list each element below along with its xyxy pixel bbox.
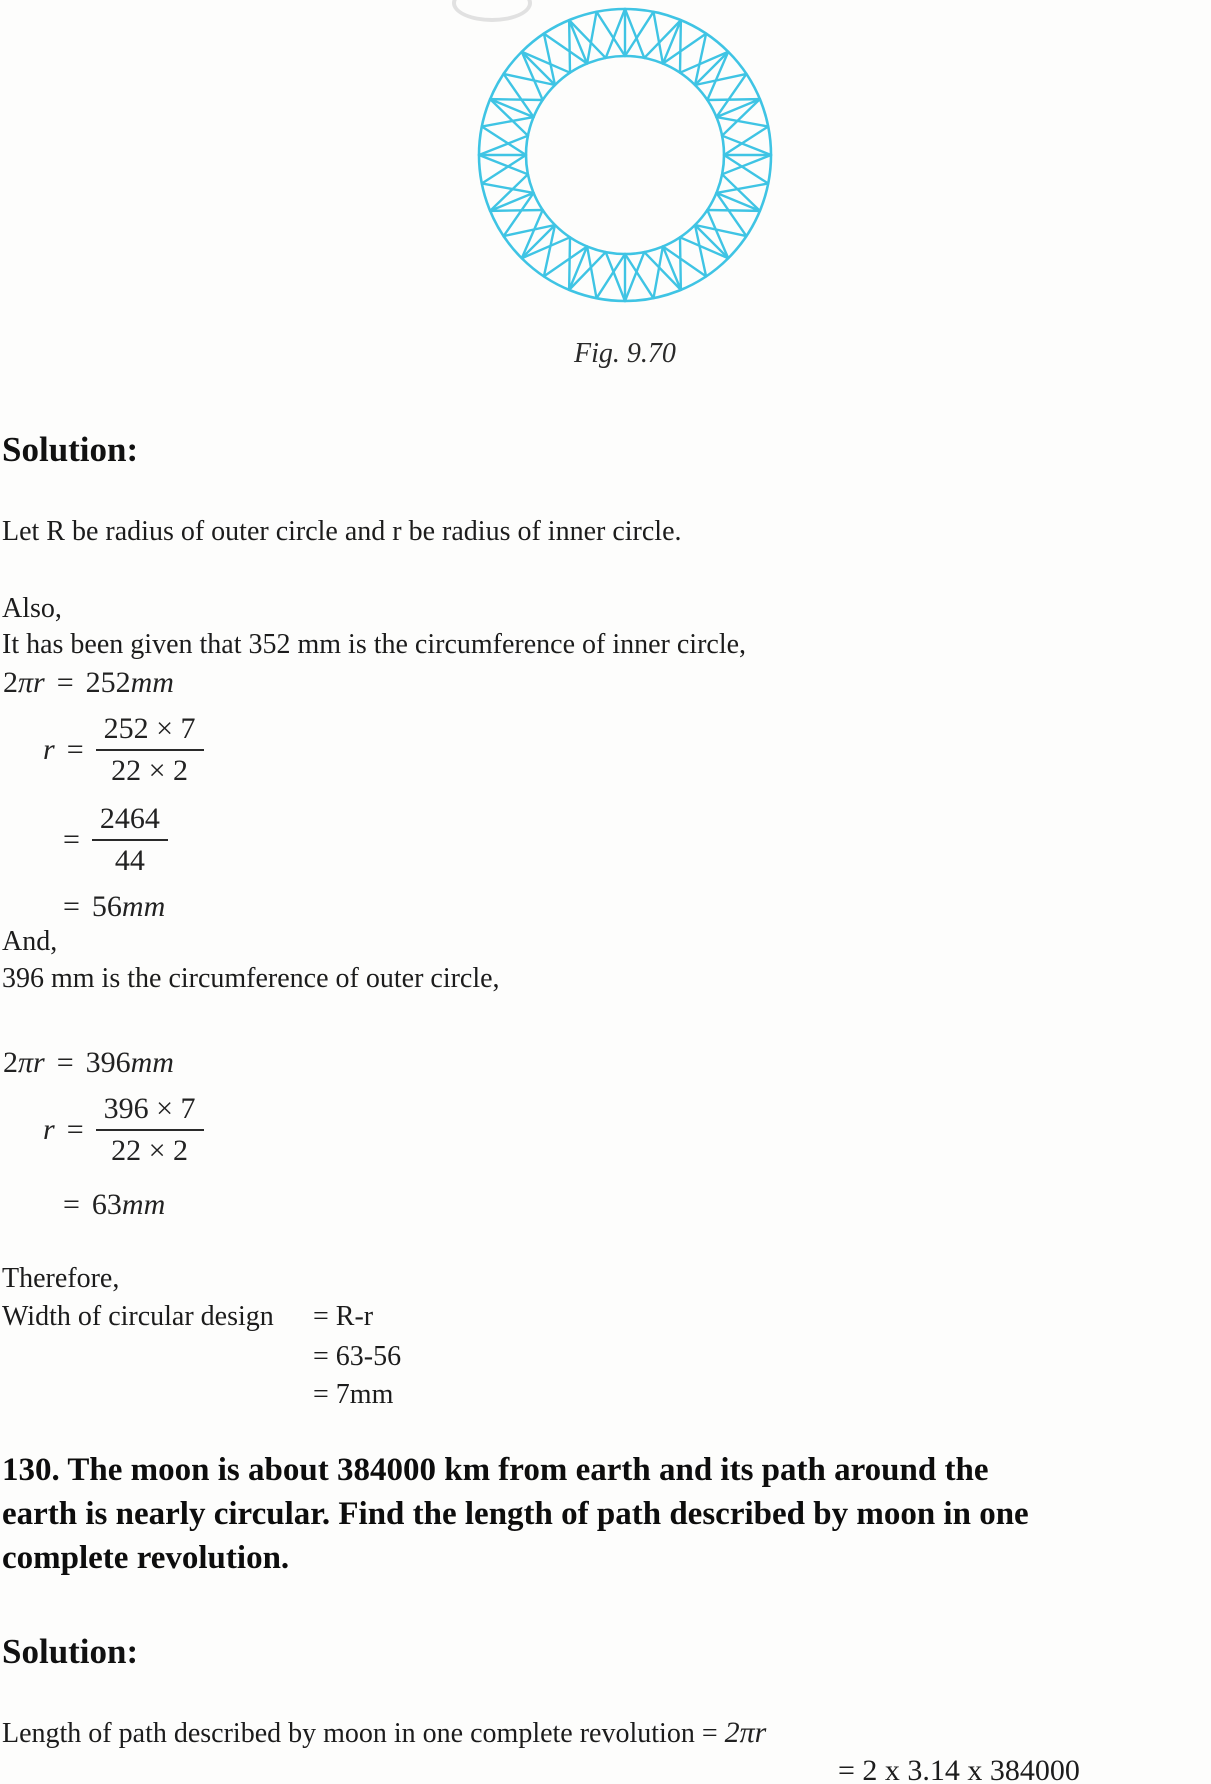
- circular-design-figure: [470, 0, 780, 310]
- math-unit: mm: [130, 666, 174, 699]
- equals-sign: =: [66, 1113, 84, 1146]
- fraction: [92, 802, 168, 878]
- math-variable-r: r: [43, 1113, 55, 1146]
- equation-inner-circumference: [3, 666, 174, 700]
- fraction: [96, 1092, 204, 1168]
- equation-inner-fraction: [43, 712, 204, 788]
- solution-heading-1: Solution:: [2, 430, 139, 469]
- math-2pir: 2πr: [724, 1716, 767, 1749]
- equation-inner-fraction-2: [63, 802, 168, 878]
- equals-sign: =: [56, 1046, 74, 1079]
- equation-outer-result: [63, 1188, 165, 1222]
- and-line: And,: [2, 926, 58, 957]
- math-value: 396: [85, 1046, 131, 1079]
- math-unit: mm: [121, 890, 166, 923]
- equals-sign: =: [56, 666, 74, 699]
- equals-sign: =: [63, 823, 80, 856]
- width-label: Width of circular design: [2, 1301, 274, 1332]
- math-value: 56: [91, 890, 122, 923]
- equation-outer-fraction: [43, 1092, 204, 1168]
- math-unit: mm: [130, 1046, 174, 1079]
- math-unit: mm: [121, 1188, 166, 1221]
- fraction-denominator: 44: [114, 844, 145, 877]
- solution-heading-2: Solution:: [2, 1632, 139, 1671]
- equals-sign: =: [63, 890, 80, 923]
- width-equation-3: = 7mm: [313, 1379, 394, 1410]
- fraction-denominator: 22 × 2: [111, 1134, 189, 1167]
- math-value: 63: [91, 1188, 122, 1221]
- fraction-numerator: 396 × 7: [96, 1092, 204, 1131]
- question-line: 130. The moon is about 384000 km from earth and its path around the: [2, 1452, 989, 1488]
- math-variables: πr: [18, 666, 45, 699]
- fraction-denominator: 22 × 2: [111, 754, 189, 787]
- question-line: earth is nearly circular. Find the length of path described by moon in one: [2, 1496, 1029, 1532]
- moon-path-line: [2, 1716, 766, 1751]
- width-equation-1: = R-r: [313, 1301, 374, 1332]
- equals-sign: =: [66, 733, 84, 766]
- question-line: complete revolution.: [2, 1540, 290, 1576]
- equals-sign: =: [63, 1188, 80, 1221]
- math-variable-r: r: [43, 733, 55, 766]
- given-inner-line: It has been given that 352 mm is the circumference of inner circle,: [2, 629, 747, 660]
- intro-line: Let R be radius of outer circle and r be radius of inner circle.: [2, 516, 682, 547]
- math-value: 252: [85, 666, 131, 699]
- therefore-line: Therefore,: [2, 1263, 120, 1294]
- math-coefficient: 2: [3, 1046, 18, 1079]
- given-outer-line: 396 mm is the circumference of outer circle,: [2, 963, 500, 994]
- also-line: Also,: [2, 593, 62, 624]
- math-coefficient: 2: [3, 666, 18, 699]
- figure-caption: Fig. 9.70: [574, 338, 676, 369]
- moon-path-calculation: = 2 x 3.14 x 384000: [838, 1754, 1080, 1784]
- equation-inner-result: [63, 890, 165, 924]
- width-equation-2: = 63-56: [313, 1341, 402, 1372]
- question-130: [2, 1448, 1210, 1580]
- equation-outer-circumference: [3, 1046, 174, 1080]
- fraction: [96, 712, 204, 788]
- fraction-numerator: 2464: [92, 802, 168, 841]
- fraction-numerator: 252 × 7: [96, 712, 204, 751]
- moon-path-text: Length of path described by moon in one complete revolution =: [2, 1718, 725, 1749]
- math-variables: πr: [18, 1046, 45, 1079]
